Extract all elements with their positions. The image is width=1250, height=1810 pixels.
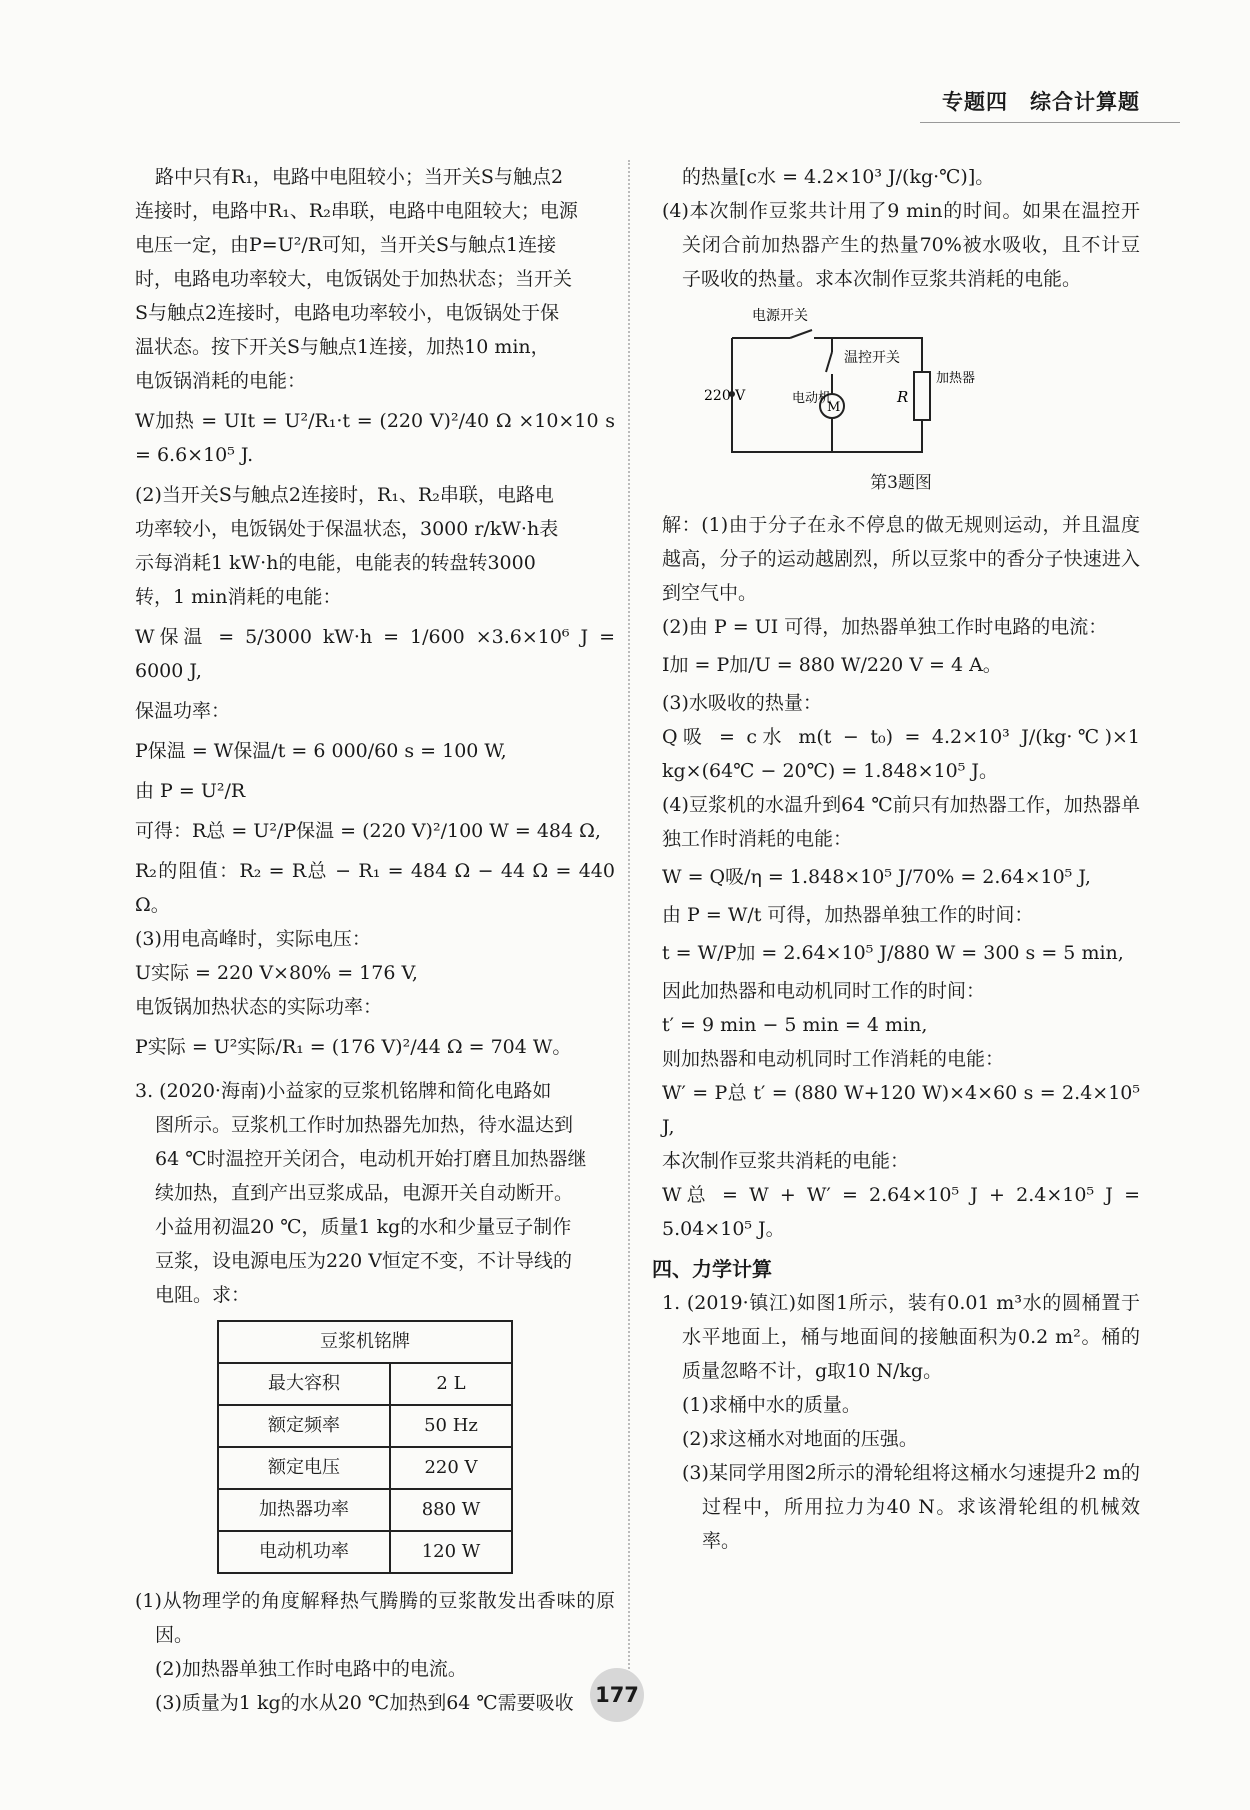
- circuit-motor-label: 电动机: [792, 391, 832, 406]
- text-line: 温状态。按下开关S与触点1连接，加热10 min，: [135, 336, 550, 358]
- solution-formula: W总 = W + W′ = 2.64×10⁵ J + 2.4×10⁵ J = 5.04×10⁵ J。: [662, 1184, 1140, 1240]
- motor-symbol: M: [827, 400, 841, 415]
- table-key: 额定频率: [218, 1405, 390, 1447]
- circuit-diagram: [702, 302, 992, 462]
- solution-formula: t′ = 9 min − 5 min = 4 min,: [662, 1014, 928, 1036]
- solution-line: 由 P = W/t 可得，加热器单独工作的时间：: [662, 904, 1034, 926]
- formula-w-keep: W保温 = 5/3000 kW·h = 1/600 ×3.6×10⁶ J = 6000 J,: [135, 626, 615, 682]
- solution-formula: I加 = P加/U = 880 W/220 V = 4 A。: [662, 654, 1002, 676]
- question-3-line: 图所示。豆浆机工作时加热器先加热，待水温达到: [155, 1114, 574, 1136]
- question-part: (1)求桶中水的质量。: [682, 1394, 861, 1416]
- formula-r2: R₂的阻值：R₂ = R总 − R₁ = 484 Ω − 44 Ω = 440 Ω。: [135, 860, 615, 916]
- solution-formula: Q吸 = c水 m(t − t₀) = 4.2×10³ J/(kg·℃)×1 kg×(64℃ − 20℃) = 1.848×10⁵ J。: [662, 726, 1140, 782]
- solution-formula: t = W/P加 = 2.64×10⁵ J/880 W = 300 s = 5 min,: [662, 942, 1124, 964]
- question-3-line: 3. (2020·海南)小益家的豆浆机铭牌和简化电路如: [135, 1080, 552, 1102]
- circuit-resistor-label: R: [897, 388, 909, 406]
- table-row: [218, 1405, 512, 1447]
- question-3-line: 小益用初温20 ℃，质量1 kg的水和少量豆子制作: [155, 1216, 572, 1238]
- table-row: [218, 1447, 512, 1489]
- formula-p-actual: P实际 = U²实际/R₁ = (176 V)²/44 Ω = 704 W。: [135, 1036, 572, 1058]
- question-part: (3)质量为1 kg的水从20 ℃加热到64 ℃需要吸收: [155, 1692, 574, 1714]
- question-3-line: 电阻。求：: [155, 1284, 251, 1306]
- solution-formula: W = Q吸/η = 1.848×10⁵ J/70% = 2.64×10⁵ J,: [662, 866, 1091, 888]
- header-rule: [920, 122, 1180, 123]
- circuit-temp-switch-label: 温控开关: [844, 350, 900, 366]
- solution-line: (3)水吸收的热量：: [662, 692, 822, 714]
- circuit-power-switch-label: 电源开关: [752, 308, 808, 324]
- circuit-voltage-label: 220 V: [704, 388, 746, 404]
- left-column: [135, 160, 615, 1720]
- table-row: [218, 1489, 512, 1531]
- text-line: 示每消耗1 kW·h的电能，电能表的转盘转3000: [135, 552, 536, 574]
- figure-caption: 第3题图: [870, 473, 932, 493]
- text-line: (2)当开关S与触点2连接时，R₁、R₂串联，电路电: [135, 484, 554, 506]
- question-part: (1)从物理学的角度解释热气腾腾的豆浆散发出香味的原因。: [135, 1590, 615, 1646]
- solution-line: (2)由 P = UI 可得，加热器单独工作时电路的电流：: [662, 616, 1108, 638]
- text-line: 保温功率：: [135, 700, 231, 722]
- question-3-line: 续加热，直到产出豆浆成品，电源开关自动断开。: [155, 1182, 574, 1204]
- table-value: 220 V: [390, 1447, 512, 1489]
- solution-line: 解：(1)由于分子在永不停息的做无规则运动，并且温度越高，分子的运动越剧烈，所以豆浆中的香分子快速进入到空气中。: [662, 514, 1140, 604]
- solution-line: (4)豆浆机的水温升到64 ℃前只有加热器工作，加热器单独工作时消耗的电能：: [662, 794, 1140, 850]
- right-column: [652, 160, 1140, 1558]
- table-value: 880 W: [390, 1489, 512, 1531]
- table-key: 加热器功率: [218, 1489, 390, 1531]
- table-row: [218, 1531, 512, 1573]
- text-line: 转，1 min消耗的电能：: [135, 586, 342, 608]
- formula-p: 由 P = U²/R: [135, 780, 246, 802]
- question-part: (2)加热器单独工作时电路中的电流。: [155, 1658, 467, 1680]
- formula-p-keep: P保温 = W保温/t = 6 000/60 s = 100 W,: [135, 740, 507, 762]
- question-part: (2)求这桶水对地面的压强。: [682, 1428, 918, 1450]
- table-row: [218, 1363, 512, 1405]
- text-line: 功率较小，电饭锅处于保温状态，3000 r/kW·h表: [135, 518, 559, 540]
- table-value: 2 L: [390, 1363, 512, 1405]
- formula-r-total: 可得：R总 = U²/P保温 = (220 V)²/100 W = 484 Ω,: [135, 820, 601, 842]
- table-key: 电动机功率: [218, 1531, 390, 1573]
- text-line: 路中只有R₁，电路中电阻较小；当开关S与触点2: [155, 166, 564, 188]
- solution-line: 因此加热器和电动机同时工作的时间：: [662, 980, 986, 1002]
- question-part: (3)某同学用图2所示的滑轮组将这桶水匀速提升2 m的过程中，所用拉力为40 N。求该滑轮组的机械效率。: [682, 1462, 1140, 1552]
- text-line: 电压一定，由P=U²/R可知，当开关S与触点1连接: [135, 234, 557, 256]
- table-value: 50 Hz: [390, 1405, 512, 1447]
- nameplate-table: [217, 1320, 513, 1574]
- table-value: 120 W: [390, 1531, 512, 1573]
- text-line: (3)用电高峰时，实际电压：: [135, 928, 371, 950]
- question-3-line: 64 ℃时温控开关闭合，电动机开始打磨且加热器继: [155, 1148, 587, 1170]
- formula-u-actual: U实际 = 220 V×80% = 176 V,: [135, 962, 418, 984]
- text-line: 连接时，电路中R₁、R₂串联，电路中电阻较大；电源: [135, 200, 578, 222]
- question-3-line: 豆浆，设电源电压为220 V恒定不变，不计导线的: [155, 1250, 573, 1272]
- text-line: 电饭锅消耗的电能：: [135, 370, 307, 392]
- circuit-heater-label: 加热器: [936, 371, 976, 386]
- text-line: 的热量[c水 = 4.2×10³ J/(kg·℃)]。: [682, 166, 995, 188]
- text-line: 时，电路电功率较大，电饭锅处于加热状态；当开关: [135, 268, 573, 290]
- page-number: 177: [590, 1668, 644, 1722]
- solution-line: 则加热器和电动机同时工作消耗的电能：: [662, 1048, 1005, 1070]
- table-caption: 豆浆机铭牌: [218, 1321, 512, 1363]
- page-header: 专题四 综合计算题: [942, 90, 1140, 114]
- table-key: 最大容积: [218, 1363, 390, 1405]
- section-heading: 四、力学计算: [652, 1257, 772, 1281]
- question-1: 1. (2019·镇江)如图1所示，装有0.01 m³水的圆桶置于水平地面上，桶与地面间的接触面积为0.2 m²。桶的质量忽略不计，g取10 N/kg。: [662, 1292, 1140, 1382]
- solution-formula: W′ = P总 t′ = (880 W+120 W)×4×60 s = 2.4×10⁵ J,: [662, 1082, 1140, 1138]
- column-divider: [628, 160, 630, 1705]
- question-part: (4)本次制作豆浆共计用了9 min的时间。如果在温控开关闭合前加热器产生的热量70%被水吸收，且不计豆子吸收的热量。求本次制作豆浆共消耗的电能。: [662, 200, 1140, 290]
- solution-line: 本次制作豆浆共消耗的电能：: [662, 1150, 910, 1172]
- text-line: 电饭锅加热状态的实际功率：: [135, 996, 383, 1018]
- table-key: 额定电压: [218, 1447, 390, 1489]
- text-line: S与触点2连接时，电路电功率较小，电饭锅处于保: [135, 302, 560, 324]
- formula-w-heat: W加热 = UIt = U²/R₁·t = (220 V)²/40 Ω ×10×10 s = 6.6×10⁵ J.: [135, 410, 615, 466]
